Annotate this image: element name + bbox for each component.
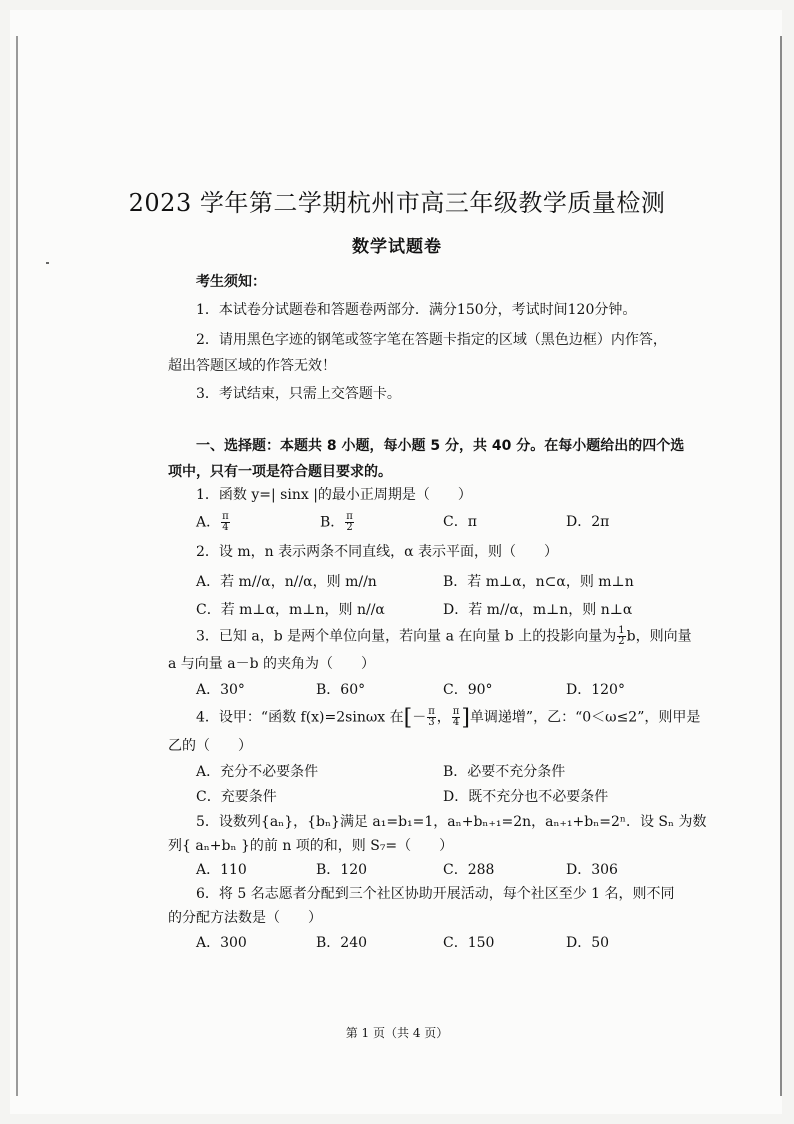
q5-option-b: B．120 xyxy=(316,862,368,878)
q1-option-b-label: B． xyxy=(320,514,345,531)
q3-stem-part1: 3．已知 a，b 是两个单位向量，若向量 a 在向量 b 上的投影向量为 xyxy=(196,628,617,645)
section1-heading-line2: 项中，只有一项是符合题目要求的。 xyxy=(168,464,392,480)
q6-option-a: A．300 xyxy=(196,935,247,951)
q6-option-c: C．150 xyxy=(443,935,495,951)
page-footer: 第 1 页（共 4 页） xyxy=(345,1026,449,1040)
q4-fraction-1: $\frac{\pi}{3}$ xyxy=(428,706,435,728)
q3-fraction: $\frac{1}{2}$ xyxy=(618,625,625,647)
q2-option-c: C．若 m⊥α，m⊥n，则 n//α xyxy=(196,602,385,618)
q4-fraction-2: $\frac{\pi}{4}$ xyxy=(452,706,460,728)
q3-option-d: D．120° xyxy=(566,682,625,698)
q3-option-b: B．60° xyxy=(316,682,366,698)
q1-option-a-fraction: $\frac{\pi}{4}$ xyxy=(222,511,229,533)
q4-comma: ， xyxy=(436,709,451,726)
q6-stem-line2: 的分配方法数是（ ） xyxy=(168,910,322,926)
q4-option-d: D．既不充分也不必要条件 xyxy=(443,789,609,805)
scan-speck xyxy=(46,262,49,264)
q4-stem-part1: 4．设甲：“函数 f(x)=2sinωx 在 xyxy=(196,709,404,726)
q1-option-a-label: A． xyxy=(196,514,221,531)
q3-option-c: C．90° xyxy=(443,682,493,698)
notice-item-1: 1．本试卷分试题卷和答题卷两部分．满分150分，考试时间120分钟。 xyxy=(196,302,637,318)
q3-stem-part2: b，则向量 xyxy=(626,628,692,645)
notice-item-2-cont: 超出答题区域的作答无效！ xyxy=(168,358,336,374)
q2-option-d: D．若 m//α，m⊥n，则 n⊥α xyxy=(443,602,633,618)
q2-stem: 2．设 m，n 表示两条不同直线，α 表示平面，则（ ） xyxy=(196,544,559,560)
q3-option-a: A．30° xyxy=(196,682,245,698)
q4-interval-right-bracket: ] xyxy=(461,705,470,731)
q5-stem-line2: 列{ aₙ+bₙ }的前 n 项的和，则 S₇=（ ） xyxy=(168,838,454,854)
q4-stem xyxy=(196,707,700,729)
q3-stem xyxy=(196,626,692,647)
q5-option-a: A．110 xyxy=(196,862,247,878)
notice-item-3: 3．考试结束，只需上交答题卡。 xyxy=(196,386,401,402)
q4-option-a: A．充分不必要条件 xyxy=(196,764,319,780)
q5-stem-line1: 5．设数列{aₙ}，{bₙ}满足 a₁=b₁=1，aₙ+bₙ₊₁=2n，aₙ₊₁+bₙ=2ⁿ．设 Sₙ 为数 xyxy=(196,814,707,830)
q2-option-a: A．若 m//α，n//α，则 m//n xyxy=(196,574,377,590)
q4-interval-left-bracket: [ xyxy=(403,705,413,731)
exam-page xyxy=(10,10,782,1114)
q3-stem-line2: a 与向量 a－b 的夹角为（ ） xyxy=(168,656,376,672)
notice-item-2: 2．请用黑色字迹的钢笔或签字笔在答题卡指定的区域（黑色边框）内作答， xyxy=(196,332,667,348)
q4-stem-line2: 乙的（ ） xyxy=(168,738,252,754)
q1-stem: 1．函数 y=| sinx |的最小正周期是（ ） xyxy=(196,487,472,503)
q4-option-b: B．必要不充分条件 xyxy=(443,764,566,780)
q1-option-b xyxy=(320,512,355,533)
exam-subtitle: 数学试题卷 xyxy=(352,237,442,257)
q6-option-b: B．240 xyxy=(316,935,368,951)
q1-option-a xyxy=(196,512,231,533)
q1-option-c: C．π xyxy=(443,514,477,530)
q5-option-d: D．306 xyxy=(566,862,618,878)
q4-minus-sign: － xyxy=(412,709,427,726)
q1-option-d: D．2π xyxy=(566,514,610,530)
q2-option-b: B．若 m⊥α，n⊂α，则 m⊥n xyxy=(443,574,634,590)
notice-heading: 考生须知： xyxy=(196,274,266,290)
section1-heading-line1: 一、选择题：本题共 8 小题，每小题 5 分，共 40 分。在每小题给出的四个选 xyxy=(196,438,685,454)
q4-stem-part2: 单调递增”，乙：“0＜ω≤2”，则甲是 xyxy=(469,709,701,726)
q5-option-c: C．288 xyxy=(443,862,495,878)
exam-title: 2023 学年第二学期杭州市高三年级教学质量检测 xyxy=(128,189,666,217)
q1-option-b-fraction: $\frac{\pi}{2}$ xyxy=(346,511,353,533)
q4-option-c: C．充要条件 xyxy=(196,789,277,805)
q6-option-d: D．50 xyxy=(566,935,610,951)
q6-stem-line1: 6．将 5 名志愿者分配到三个社区协助开展活动，每个社区至少 1 名，则不同 xyxy=(196,886,675,902)
